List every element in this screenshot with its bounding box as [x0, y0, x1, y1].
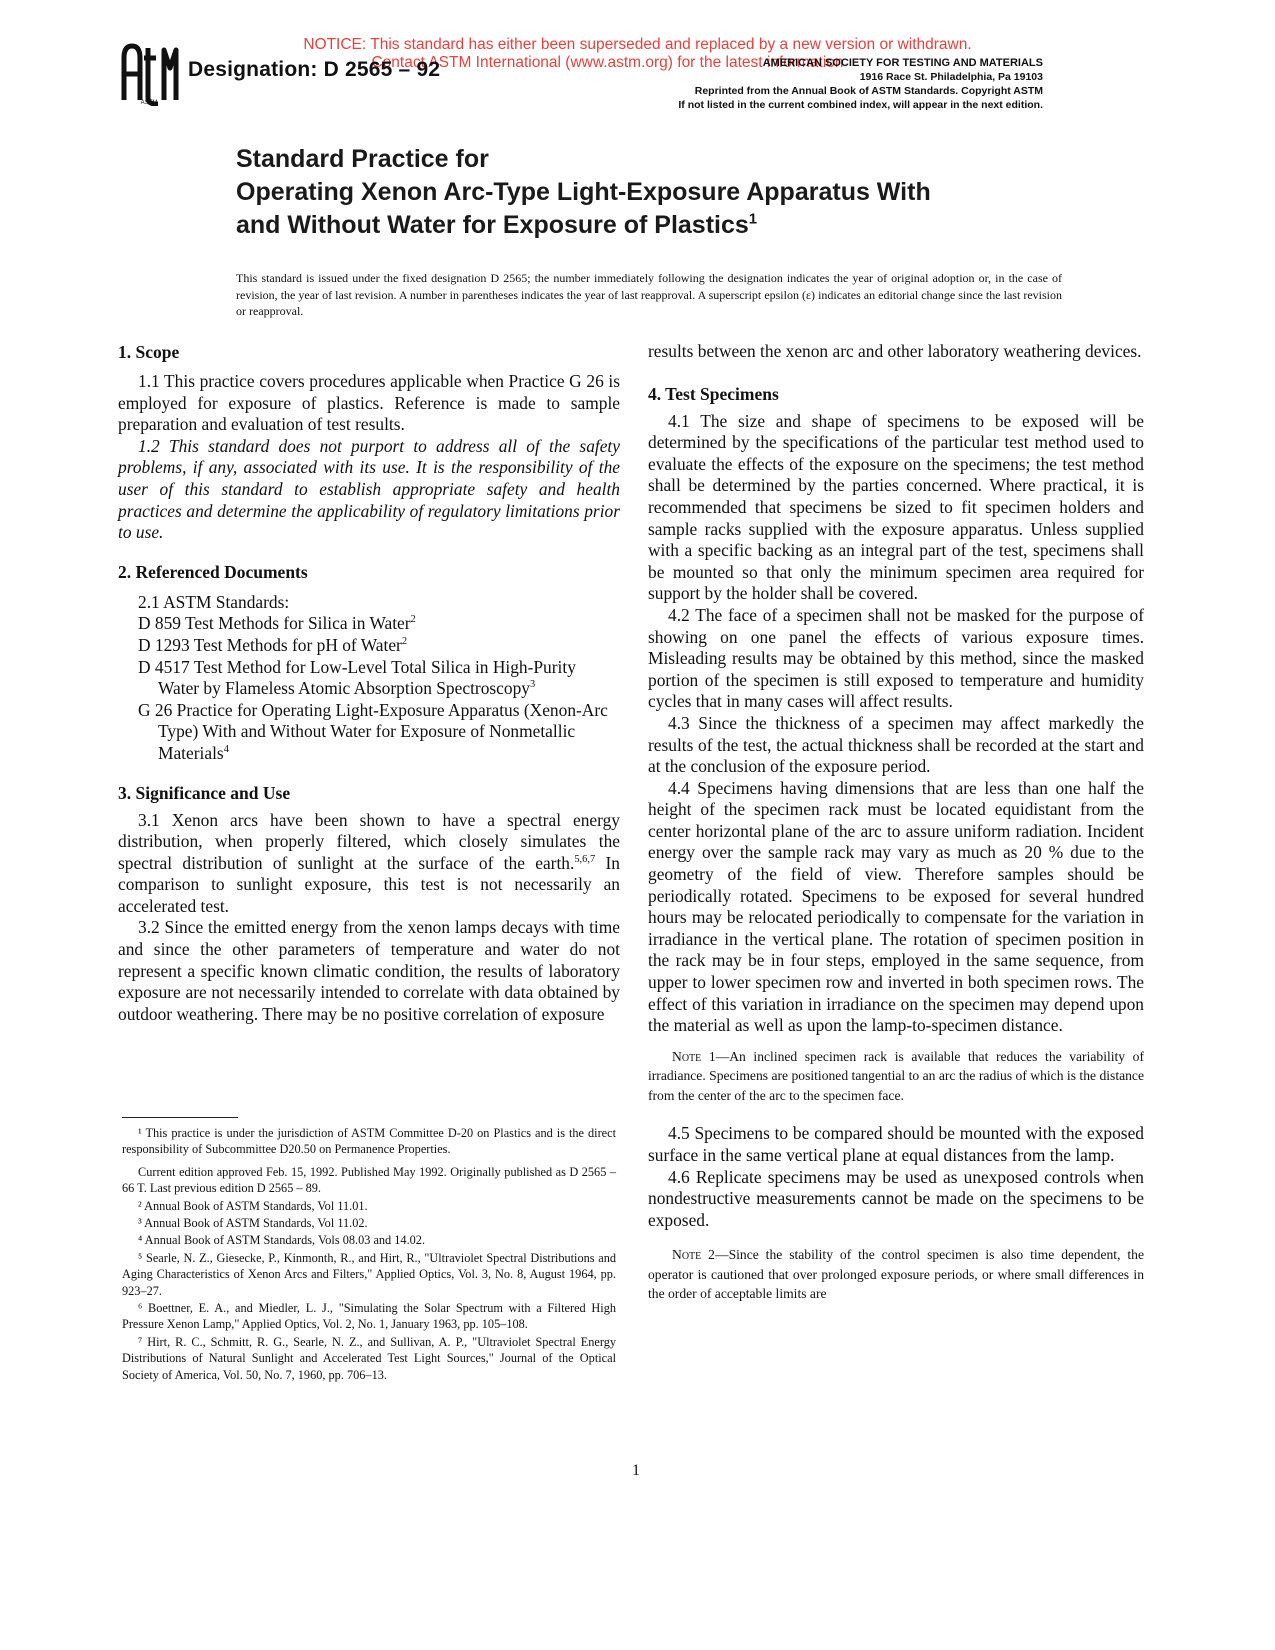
- note-1-label: Note 1: [672, 1048, 716, 1064]
- footnote-3: ³ Annual Book of ASTM Standards, Vol 11.02.: [138, 1216, 368, 1231]
- footnote-4: ⁴ Annual Book of ASTM Standards, Vols 08.03 and 14.02.: [138, 1233, 426, 1248]
- footnote-7: ⁷ Hirt, R. C., Schmitt, R. G., Searle, N. Z., and Sullivan, A. P., "Ultraviolet Spectral Energy Distributions of Natural Sunlight and Accelerated Test Light Sources," Journal of the Optical Society of America, Vol. 50, No. 7, 1960, pp. 706–13.: [122, 1334, 616, 1382]
- publisher-index: If not listed in the current combined index, will appear in the next edition.: [678, 99, 1043, 111]
- para-4-5: 4.5 Specimens to be compared should be mounted with the exposed surface in the same vertical plane at equal distances from the lamp.: [648, 1123, 1144, 1165]
- ref-mark: 2: [401, 636, 408, 648]
- notice-line-1: NOTICE: This standard has either been superseded and replaced by a new version or withdrawn.: [303, 36, 972, 53]
- footnote-rule: [122, 1117, 238, 1118]
- publisher-address: 1916 Race St. Philadelphia, Pa 19103: [859, 71, 1043, 83]
- note-2: [648, 1245, 1144, 1304]
- note-1: [648, 1047, 1144, 1106]
- para-4-2: 4.2 The face of a specimen shall not be masked for the purpose of showing on one panel the effects of various exposure times. Misleading results may be obtained by this method, since the masked portion of the specimen is still exposed to temperature and humidity cycles that in many cases will affect results.: [648, 604, 1144, 712]
- ref-item: [138, 700, 620, 765]
- para-4-6: 4.6 Replicate specimens may be used as unexposed controls when nondestructive measurements cannot be made on the specimens to be exposed.: [648, 1166, 1144, 1230]
- ref-item: [138, 657, 620, 700]
- designation: Designation: D 2565 – 92: [188, 58, 441, 81]
- footnote-5: ⁵ Searle, N. Z., Giesecke, P., Kinmonth, R., and Hirt, R., "Ultraviolet Spectral Distributions and Aging Characteristics of Xenon Arcs and Filters," Applied Optics, Vol. 3, No. 8, August 1964, pp. 923–27.: [122, 1250, 616, 1298]
- page-number: 1: [632, 1462, 640, 1479]
- ref-mark: 3: [529, 679, 536, 691]
- significance-heading: 3. Significance and Use: [118, 782, 291, 803]
- note-1-text: —An inclined specimen rack is available that reduces the variability of irradiance. Specimens are positioned tangential to an arc the radius of which is the distance from the center of the arc to the specimen face.: [648, 1048, 1144, 1103]
- para-3-2: 3.2 Since the emitted energy from the xenon lamps decays with time and since the other parameters of temperature and water do not represent a specific known climatic condition, the results of laboratory exposure are not necessarily intended to correlate with data obtained by outdoor weathering. There may be no positive correlation of exposure: [118, 917, 620, 1024]
- footnote-1b: Current edition approved Feb. 15, 1992. Published May 1992. Originally published as D 2565 – 66 T. Last previous edition D 2565 – 89.: [122, 1164, 616, 1196]
- notice-line-2: Contact ASTM International (www.astm.org) for the latest information: [371, 54, 844, 71]
- ref-mark: 2: [410, 614, 416, 626]
- issued-note: This standard is issued under the fixed designation D 2565; the number immediately following the designation indicates the year of original adoption or, in the case of revision, the year of last revision. A number in parentheses indicates the year of last reapproval. A superscript epsilon (ε) indicates an editorial change since the last revision or reapproval.: [236, 271, 1062, 318]
- publisher-reprint: Reprinted from the Annual Book of ASTM Standards. Copyright ASTM: [694, 85, 1043, 97]
- ref-text: D 1293 Test Methods for pH of Water: [138, 634, 402, 655]
- left-column: [118, 341, 620, 1025]
- para-2-1: 2.1 ASTM Standards:: [138, 591, 290, 612]
- para-3-2-cont: results between the xenon arc and other laboratory weathering devices.: [648, 341, 1142, 361]
- title-line-3: [236, 209, 1136, 242]
- ref-mark: 4: [223, 744, 229, 756]
- title-line-3-text: and Without Water for Exposure of Plastics: [236, 211, 749, 239]
- para-3-1: [118, 810, 620, 918]
- ref-item: [138, 613, 620, 635]
- publisher-org: AMERICAN SOCIETY FOR TESTING AND MATERIALS: [762, 57, 1043, 69]
- footnote-2: ² Annual Book of ASTM Standards, Vol 11.01.: [138, 1198, 368, 1213]
- title-footnote-mark: 1: [748, 210, 758, 228]
- para-4-4: 4.4 Specimens having dimensions that are less than one half the height of the specimen rack must be located equidistant from the center horizontal plane of the arc to assure uniform radiation. Incident energy over the sample rack may vary as much as 20 % due to the geometry of the field of view. Therefore samples should be periodically rotated. Specimens to be exposed for several hundred hours may be relocated periodically to compensate for the variation in irradiance in the vertical plane. The rotation of specimen position in the rack may be in four steps, employed in the same sequence, from upper to lower specimen row and inverted in both specimen rows. The effect of this variation in irradiance on the specimen may depend upon the material as well as upon the lamp-to-specimen distance.: [648, 777, 1144, 1036]
- para-1-1: 1.1 This practice covers procedures applicable when Practice G 26 is employed for exposure of plastics. Reference is made to sample preparation and evaluation of test results.: [118, 371, 620, 435]
- para-3-1-b: In comparison to sunlight exposure, this test is not necessarily an accelerated test.: [118, 852, 620, 916]
- specimens-heading: 4. Test Specimens: [648, 383, 779, 404]
- footnote-1: ¹ This practice is under the jurisdiction of ASTM Committee D-20 on Plastics and is the direct responsibility of Subcommittee D20.50 on Permanence Properties.: [122, 1126, 616, 1157]
- note-2-text: —Since the stability of the control specimen is also time dependent, the operator is cautioned that over prolonged exposure periods, or where small differences in the order of acceptable limits are: [648, 1247, 1144, 1302]
- ref-text: G 26 Practice for Operating Light-Exposure Apparatus (Xenon-Arc Type) With and Without Water for Exposure of Nonmetallic Materials: [138, 699, 608, 763]
- right-column: [648, 341, 1144, 1304]
- para-1-2: 1.2 This standard does not purport to address all of the safety problems, if any, associated with its use. It is the responsibility of the user of this standard to establish appropriate safety and health practices and determine the applicability of regulatory limitations prior to use.: [118, 435, 620, 543]
- scope-heading: 1. Scope: [118, 342, 180, 362]
- para-3-1-marks: 5,6,7: [574, 853, 596, 865]
- ref-docs-heading: 2. Referenced Documents: [118, 561, 308, 582]
- footnotes: [122, 1125, 616, 1384]
- para-4-1: 4.1 The size and shape of specimens to be exposed will be determined by the specifications of the particular test method used to evaluate the effects of the exposure on the specimens; the test method shall be determined by the parties concerned. Where practical, it is recommended that specimens be sized to fit specimen holders and sample racks supplied with the exposure apparatus. Unless supplied with a specific backing as an integral part of the test, specimens shall be mounted so that only the minimum specimen area required for support by the holder shall be covered.: [648, 410, 1144, 604]
- title-line-2: Operating Xenon Arc-Type Light-Exposure Apparatus With: [236, 178, 931, 206]
- ref-text: D 859 Test Methods for Silica in Water: [138, 613, 411, 634]
- document-title: [236, 143, 1136, 242]
- astm-logo-mark: [118, 40, 180, 106]
- ref-text: D 4517 Test Method for Low-Level Total Silica in High-Purity Water by Flameless Atomic Absorption Spectroscopy: [138, 656, 576, 699]
- title-line-1: Standard Practice for: [236, 145, 489, 173]
- footnote-6: ⁶ Boettner, E. A., and Miedler, L. J., "Simulating the Solar Spectrum with a Filtered High Pressure Xenon Lamp," Applied Optics, Vol. 2, No. 1, January 1963, pp. 105–108.: [122, 1301, 616, 1332]
- logo-text: ASTM: [140, 100, 158, 106]
- para-4-3: 4.3 Since the thickness of a specimen may affect markedly the results of the test, the actual thickness shall be recorded at the start and at the conclusion of the exposure period.: [648, 712, 1144, 777]
- publisher-block: [678, 56, 1043, 112]
- astm-logo: [118, 40, 180, 106]
- ref-item: [138, 635, 620, 657]
- note-2-label: Note 2: [672, 1247, 715, 1263]
- para-3-1-a: 3.1 Xenon arcs have been shown to have a spectral energy distribution, when properly filtered, which closely simulates the spectral distribution of sunlight at the surface of the earth.: [118, 809, 620, 873]
